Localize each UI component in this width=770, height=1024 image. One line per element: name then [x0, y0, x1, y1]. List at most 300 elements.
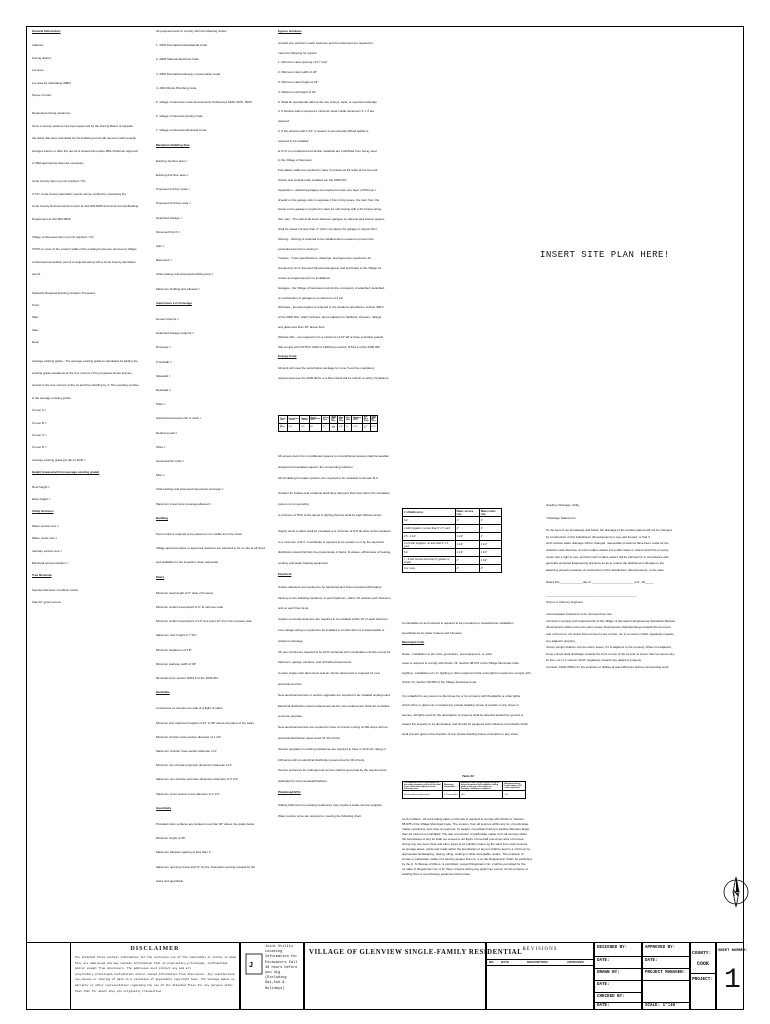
table-cell: 9 or more: [403, 565, 456, 573]
table-cell: 14 ft: [503, 791, 526, 799]
section-heading: Building: [156, 515, 168, 520]
note-line: <Drainage Statement>: [546, 515, 577, 520]
note-line: review and approval prior to installation.: [278, 276, 331, 280]
note-line: Driveway =: [156, 345, 171, 350]
table-cell: 2.5 - 4 1/2: [403, 533, 456, 541]
note-line: Water service sizes are required to meeting the following chart:: [278, 813, 362, 818]
note-line: Combustible air and exhaust is required to be provided per manufacturer installation: [402, 621, 514, 625]
table-cell: 1": [479, 525, 501, 533]
note-line: 4. 2004 Illinois Plumbing Code: [156, 85, 197, 90]
note-line: noise is required to comply with Article VII, Section 98-574 of the Village Municipal Code: [402, 661, 519, 665]
table-header-cell: Maximum fixture height (height to top of fixture) measured from adjacent ceiling grade to the top of the column or luminaire, whichever is highest: [459, 782, 503, 791]
note-line: stamped by an IL licensed Structural Engineer and submitted to the Village for: [278, 266, 382, 271]
note-line: permit: [32, 272, 41, 277]
note-line: Misc =: [156, 473, 165, 478]
note-line: New electrical services are required to have a minimum rating of 200 amps with an: [278, 725, 388, 730]
note-line: owner has a right to use, and that such surface waters will be planned for in accordance with: [546, 554, 669, 559]
note-line: New electrical services or service upgrades are required to be installed underground.: [278, 692, 391, 697]
note-line: Minimum winder tread depth of 9" at narrower side: [156, 605, 224, 609]
north-label: N: [733, 889, 739, 898]
county-box: [690, 942, 716, 1010]
table-cell: 1 1/2": [455, 533, 479, 541]
note-line: A water single main disconnect and an interior disconnect is required for new: [278, 671, 380, 676]
project-manager-label: PROJECT MANAGER:: [645, 971, 686, 975]
table-header-cell: Water meter size: [479, 509, 501, 517]
note-line: Outdoor air intakes and exhausts shall have dampers that close when the ventilation: [278, 491, 390, 496]
note-line: Curb in Mains - All work taking place on the site is required to comply with Article IV, Section: [402, 817, 524, 821]
note-line: of Glenview demolition permit is required along with a Cook County demolition: [32, 259, 136, 264]
note-line: Trusses - Truss specifications, drawings, and layout are required to be: [278, 256, 372, 261]
note-line: and on each floor level.: [278, 606, 310, 611]
note-line: 7. Village of Glenview Municipal Code: [156, 128, 207, 133]
note-line: Setbacks Required Existing Actual or Proposed: [32, 290, 95, 295]
county-value: COOK: [697, 961, 710, 967]
note-line: Zoning district:: [32, 55, 52, 60]
note-line: shall prevent glare in the direction of any private dwelling house of another in any street.: [402, 731, 519, 736]
note-line: published by Commonwealth Edison.: [278, 779, 328, 784]
note-line: required: [278, 119, 290, 124]
note-line: Corner B =: [32, 420, 47, 425]
table-header-cell: Fenestration U-factor: [287, 416, 300, 424]
note-line: 2. 2008 National Electrical Code: [156, 57, 199, 62]
note-line: as storage areas, yards and roads within the boundaries of any lot shall be kept to a minimum by: [402, 847, 531, 851]
table-cell: 2": [479, 565, 501, 573]
energy-code-table: [278, 415, 378, 432]
note-line: Maximum building size allowed =: [156, 286, 200, 291]
note-line: All work will meet the prescriptive package for zone 5 and the mandatory: [278, 366, 375, 371]
note-line: •All excavated material is to be removed from site.: [546, 612, 613, 617]
table-row: [403, 525, 502, 533]
approved-by-label: APPROVED BY:: [645, 946, 676, 950]
note-line: Rearwalk =: [156, 388, 172, 392]
julie-logo-icon: [245, 953, 263, 975]
note-line: 3. Minimum clear height of 24": [278, 80, 319, 84]
sheet-number-value: 1: [724, 965, 741, 996]
note-line: Roof height =: [32, 484, 50, 489]
note-line: subject to damage: [278, 638, 303, 643]
table-cell: 1 1/2": [455, 549, 479, 557]
note-line: 1. Minimum clear opening of 5.7 sq.ft: [278, 60, 328, 65]
julie-text: Joint Utility Locating Information for Excavators Call 48 hours before you dig (Excluding Sat,Sun & Holidays): [265, 945, 298, 991]
table-cell: 0.60: [300, 424, 309, 432]
table-cell: 10/13: [370, 424, 378, 432]
note-line: building fires or soot blowing equipment that noises: [402, 872, 471, 876]
section-heading: Utility Services: [32, 509, 54, 514]
water-service-table: [402, 508, 502, 573]
note-line: Gazebo/screened porch or deck =: [156, 416, 202, 421]
note-line: such surface water drainage will be changed, reasonable provisions have been made for the: [546, 541, 669, 546]
note-line: House footprint =: [156, 317, 179, 321]
note-line: Total existing and proposed building area =: [156, 272, 214, 277]
note-line: Patio =: [156, 402, 166, 407]
note-line: back-up in the following locations: in each bedroom, within 15' outside each bedroom,: [278, 595, 392, 600]
note-line: Maximum cross section cross diameter of 2 1/4": [156, 791, 220, 796]
table-row: [403, 565, 502, 573]
note-line: Adding bathrooms to existing residences may require a water service upgrade: [278, 802, 382, 807]
note-line: 6. If window well is required a minimum clear inside dimension 3' x 3' are: [278, 109, 375, 114]
section-heading: Impervious Lot Coverage: [156, 300, 193, 305]
note-line: appropriate landscaping, paving, oiling, wetting or other acceptable means. The emission of: [402, 852, 524, 856]
note-line: All new circuits are required to be AFCI protected with combination circuits except for: [278, 649, 391, 654]
note-line: existing grade elevations at the four corners of the proposed house that are: [32, 371, 132, 375]
note-line: _______________________________ _______________________: [546, 593, 637, 597]
note-line: is the average existing grade.: [32, 395, 72, 400]
table-cell: 0.35: [287, 424, 300, 432]
illuminance-table: [402, 781, 526, 799]
note-line: bathroom, garage, kitchens, and unfinished basements.: [278, 660, 352, 665]
table-cell: 0-2: [403, 517, 456, 525]
section-heading: Electrical: [278, 572, 292, 576]
note-line: collection and diversion of such surface waters into public areas or drains which the property: [546, 548, 669, 552]
section-heading: Handrails: [156, 690, 170, 695]
section-heading: Guardrails: [156, 805, 172, 810]
note-line: Supply ducts in attics shall be insulated to a minimum of R-8 all other ducts insulated: [278, 528, 391, 533]
table-row: [403, 517, 502, 525]
table-header-cell: The maximum limit of illuminance on the subject property at line of the shall be as noted when adjacent to the following uses:: [404, 782, 441, 790]
note-line: To the best of our knowledge and belief, the drainage of the surface waters will not be changed: [546, 528, 672, 533]
note-line: Screened Porch =: [156, 229, 181, 234]
note-line: lot line, nor in a manner which negatively impacts any adjacent property.: [546, 658, 642, 663]
checked-by-label: CHECKED BY:: [597, 995, 625, 999]
note-line: Permit card is required to be placed so it is visible from the street: [156, 532, 243, 536]
table-header-cell: Slab R-value & Depth: [364, 417, 369, 422]
note-line: •All work to comply with requirements of the Village of Glenview's Engineering Standards Manual.: [546, 618, 676, 623]
section-heading: Height (measured from average existing grade): [32, 470, 100, 475]
note-line: Illuminated per section R303.6 of the 2006 IRC: [156, 676, 219, 680]
note-line: shall be raised not less than 4" (102 mm) above the garage or carport floor.: [278, 227, 378, 231]
note-line: Sanitary service size =: [32, 548, 63, 553]
note-line: Minimum circular cross section diameter of 1 1/4": [156, 734, 222, 739]
revisions-title: REVISIONS: [522, 947, 558, 952]
date-label-1: DATE:: [597, 959, 610, 963]
table-cell: 10, 2 ft: [363, 424, 371, 432]
note-line: All proposed work to comply with the following codes:: [156, 29, 227, 33]
note-line: Sion pan - The wall of all doors between garages or carports and interior spaces: [278, 217, 385, 222]
date-label-2: DATE:: [645, 959, 658, 963]
table-cell: 5 & Marine 4: [279, 424, 288, 432]
note-line: Low voltage wiring is required to be installed in conduit when it is inaccessible or: [278, 628, 385, 632]
note-line: Oak 22" good remove: [32, 600, 62, 605]
designed-by-label: DESIGNED BY:: [597, 946, 628, 950]
note-line: Existing 2nd floor area =: [156, 173, 189, 177]
note-line: Front:: [32, 303, 40, 307]
note-line: excavated area from caving in: [278, 246, 319, 251]
scale-label: SCALE: 1"=40': [645, 1004, 678, 1008]
note-line: Cook County demo permit required: Y/N: [32, 179, 86, 184]
note-line: no-sake of Ringelmann No. 3 for three minutes during any eight hour period, for the purpose of: [402, 867, 528, 871]
note-line: the boundaries of any lot shall not exceed a net figure of one-half pound per acre of lot area: [402, 837, 524, 841]
note-line: meet the following for egress:: [278, 50, 318, 55]
table-cell: 1 1/2": [479, 549, 501, 557]
note-line: than 44 microns is prohibited. The rate of emission of particulate matter from all sources within: [402, 832, 528, 836]
note-line: Average existing grade [(A+B+C+D)/4] =: [32, 457, 86, 462]
note-line: cooling, and water heating equipment.: [278, 561, 329, 566]
note-line: 5. Shall be operational without the use of keys, tools, or special knowledge: [278, 99, 377, 104]
county-label: COUNTY:: [692, 951, 712, 956]
note-line: by the U. S. Bureau of Mines, is prohibited, except Ringelmann No. 2 will be permitted for the: [402, 862, 526, 866]
note-line: Minimum stairway width of 36": [156, 661, 197, 666]
note-line: and available for the inspector when requested: [156, 560, 219, 565]
note-line: any adjacent property.: [546, 638, 576, 643]
note-line: It is unlawful for any person to illuminate his or her property with floodlights or other lights: [402, 693, 521, 698]
note-line: during any one hour. Dust and other types of air pollution borne by the wind from such sources: [402, 842, 528, 846]
note-line: house to the garage is required to have be self closing with a 20 minute rating: [278, 207, 382, 212]
note-line: Proposed 1st floor area =: [156, 187, 190, 192]
note-line: distribution panel that lists the predominate U factor, R-values, efficiencies of heating,: [278, 550, 392, 555]
note-line: Article VII, Section 98-582 of the Village Municipal Code: [402, 680, 477, 684]
note-line: Corner C =: [32, 433, 47, 437]
table-cell: 20 or 13+5: [330, 424, 338, 432]
note-line: Maximum riser height of 7 3/4": [156, 633, 197, 638]
note-line: 100 amps with an electrical distribution panel sized for 30 circuits: [278, 757, 365, 762]
note-line: Dated this______________day of _________________________ A.D., 20_____: [546, 580, 654, 585]
note-line: •Contact JULIE (8811) for the locations of utilities at least 48 hours before commencing work.: [546, 665, 670, 669]
note-line: Side:: [32, 327, 39, 332]
note-line: smoke or particulate matter of a density greater than no. 1 on the Ringelmann Chart, as published: [402, 857, 532, 861]
note-line: 6. Village of Glenview Zoning Code: [156, 114, 203, 119]
note-line: Retaining wall =: [156, 430, 178, 435]
table-cell: 10/13: [352, 424, 363, 432]
note-line: to a minimum of R-6. A certificate is required to be posted on or by the electrical: [278, 539, 384, 544]
note-line: Garages - the Village of Glenview restricts the occupancy of attached, detached,: [278, 285, 385, 290]
rev-col-description: DESCRIPTION: [527, 960, 548, 964]
table-header-cell: Mass Wall R-value: [339, 417, 344, 422]
note-line: requirements per the 2009 IECC or a Res-check will be submit to verify compliance.: [278, 376, 390, 380]
note-line: •Sump pumps shall be into the storm sewer, if it is adjacent to the property. When not adjacent,: [546, 645, 672, 650]
note-line: Water service size =: [32, 523, 59, 528]
table-cell: 13/17: [338, 424, 345, 432]
note-line: Minimum non-circular perimeter dimension diameter of 4": [156, 763, 233, 768]
designed-box: [594, 942, 642, 1010]
table-header-row: [279, 416, 378, 424]
note-line: 98-578 of the Village Municipal Code. The erosion, from all sources within any lot, of particulate: [402, 822, 529, 826]
note-line: Minimum and maximum heights of 34" to 38" above the plane of the stairs: [156, 720, 255, 725]
note-line: Shoring - Shoring is required to be installed when needed to prevent the: [278, 236, 374, 241]
note-line: •Downspouts shall not be into storm sewer. Downspouts shall discharge towards the front and: [546, 625, 671, 630]
rev-col-date: DATE: [501, 960, 509, 964]
drawn-by-label: DRAWN BY:: [597, 971, 620, 975]
note-line: All access doors from conditioned spaces to unconditioned spaces shall be weather: [278, 454, 390, 458]
table-cell: 1 1/2": [479, 541, 501, 549]
note-line: closest to the four corners of the lot and then dividing by 4. The resulting number: [32, 383, 139, 388]
note-line: Lot area:: [32, 68, 44, 73]
note-line: Corner A =: [32, 408, 47, 413]
disclaimer-title: DISCLAIMER: [130, 946, 180, 952]
note-line: which shine or glare into or toward any private dwelling house of another in any street or: [402, 703, 519, 707]
table-cell: 1": [479, 517, 501, 525]
section-heading: General Information: [32, 29, 61, 33]
note-line: Maximum opening of less than 6" for the Triangular opening created by the: [156, 864, 256, 869]
note-line: All circulating hot water systems are required to be insulated to at least R-2: [278, 475, 378, 480]
table-cell: NR: [309, 424, 322, 432]
note-line: 6. If the window well is 44" or deeper a permanently affixed ladder is: [278, 129, 369, 133]
note-line: that comply with ASTM F 2006 or F2090 per section R 612.2 of the 2006 IRC: [278, 344, 381, 349]
table-header-cell: Wood Frame Wall R-value: [331, 417, 337, 422]
table-header-cell: Floor R-value: [345, 416, 352, 424]
note-line: Eave height =: [32, 497, 51, 501]
note-line: stairs and guardrails: [156, 878, 184, 883]
note-line: rear of the lot or not closer than ten feet to any lot line, nor in a manner which negatively impacts: [546, 632, 674, 636]
site-plan-placeholder: INSERT SITE PLAN HERE!: [540, 250, 670, 260]
table-cell: Residential (including hotels): [403, 791, 443, 799]
note-line: Minimum headroom of 6'8": [156, 647, 192, 652]
table-cell: 5-6: [403, 549, 456, 557]
note-line: or combination of garages to a maximum of 3 car: [278, 295, 344, 300]
note-line: bottom and vertical rebar installed per the 2006 IRC.: [278, 178, 348, 182]
note-line: E.I.F.S. is not allowed and similar materials are prohibited from being used: [278, 148, 377, 153]
section-heading: Municipal Code: [402, 640, 425, 644]
table-row: [279, 424, 378, 432]
date-label-3: DATE:: [597, 983, 610, 987]
note-line: Electrical service location =: [32, 561, 69, 565]
note-line: Minimum height of 36": [156, 836, 186, 841]
note-line: specifications for water heaters and furnaces.: [402, 630, 463, 635]
table-header-cell: Maximum fixture height (above 100' from residential: [503, 782, 526, 791]
note-line: Maximum non-circular perimeter dimension diameter of 6 1/4": [156, 777, 238, 782]
note-line: Maximum impervious coverage allowed =: [156, 501, 212, 506]
table-header-cell: Basement Wall R-value: [352, 416, 363, 424]
note-line: system is not operating: [278, 502, 309, 507]
table-header-cell: Climate Zone: [279, 416, 288, 424]
table-cell: 30: [345, 424, 352, 432]
note-line: Maximum circular cross section diameter of 2": [156, 749, 218, 753]
note-line: required to be installed: [278, 138, 309, 143]
note-line: Window sills - are required to be a minimum of 24" aff or have a window guards: [278, 334, 384, 339]
note-line: Separation - attached garages are required to have one layer of 5/8 type x: [278, 187, 377, 192]
note-line: Maximum baluster spacing of less than 4": [156, 850, 212, 855]
note-line: Service entrances for underground service shall be governed by the requirements: [278, 768, 387, 773]
note-line: adjoining property because of construction of the Subdivision (Development), or the sites.: [546, 567, 665, 572]
table-header-cell: Glazed Fenestration SHGC: [309, 416, 322, 424]
note-line: of the 2006 IRC, which includes: doors adjacent to bathtubs, showers, railings,: [278, 315, 383, 320]
note-line: or ZBA approval as deemed necessary: [32, 161, 84, 165]
julie-box: [240, 942, 304, 1010]
revisions-box: [486, 942, 594, 1010]
table-cell: 2": [455, 557, 479, 565]
table-row: [403, 791, 526, 799]
table-header-row: [403, 509, 502, 517]
note-line: Noise - Installation of a/c units, generators, pool equipment, or other: [402, 651, 493, 656]
note-line: electrical distribution panel sized for 40 circuits: [278, 736, 340, 740]
table-header-cell: Ceiling R-value: [322, 416, 330, 424]
note-line: Owner or Attorney Engineer: [546, 599, 584, 604]
note-line: a service upgrade.: [278, 714, 303, 719]
note-line: generally accepted Engineering practices so as to reduce the likelihood of damage to the: [546, 561, 664, 566]
note-line: Average existing grade - The average existing grade is calculated by adding the: [32, 358, 138, 363]
table-cell: 1": [455, 517, 479, 525]
note-line: avenue. All lights used for the illumination of property shall be directed toward the ground or: [402, 712, 524, 717]
note-line: Frontwalk =: [156, 359, 172, 364]
note-line: Village of Glenview demo permit required: Y/N: [32, 235, 94, 239]
note-line: A minimum of 50% of the lamps in lighting fixtures shall be high efficacy lamps: [278, 513, 382, 517]
table-row: [403, 549, 502, 557]
sheet-number-box: [716, 942, 748, 1010]
note-line: Species Diameter Condition Action: [32, 587, 79, 592]
note-line: Water meter size =: [32, 536, 58, 541]
table-row: [403, 533, 502, 541]
note-line: Service upgrades in existing residences are required to have a minimum rating of: [278, 746, 386, 751]
note-line: Rear:: [32, 340, 40, 345]
note-line: Generator/AC units =: [156, 459, 185, 463]
note-line: stripped and insulated equal to the surrounding surfaces: [278, 464, 353, 469]
note-line: the plans that were submitted for the building permit will need to match exactly.: [32, 136, 137, 141]
note-line: Smoke detectors are required to be hardwired and interconnected with battery: [278, 584, 382, 589]
approved-box: [642, 942, 690, 1010]
note-line: Sidewalk =: [156, 373, 171, 378]
note-line: Carbon monoxide detectors are required to be installed within 15' of each bedroom: [278, 617, 388, 622]
note-line: Requested zoning variances:: [32, 111, 71, 116]
table-cell: 38: [322, 424, 330, 432]
table-cell: 7 - 8 with service less than 3" greater in length: [403, 557, 456, 565]
note-line: If 50% or more of the exterior walls of the existing house are removed a Village: [32, 247, 137, 252]
note-line: matter containing more than ten percent, by weight, of particles having a particle diameter larger: [402, 827, 530, 831]
note-line: Continuous on at least one side of a flight of stairs: [156, 706, 223, 711]
note-line: electrical services: [278, 682, 302, 686]
note-line: toward the property to be illuminated, and should be equipped with reflectors and shields which: [402, 722, 529, 726]
note-line: At least one window in each bedroom and the basement are required to: [278, 40, 374, 45]
project-label: PROJECT:: [692, 977, 714, 982]
table-header-cell: Maximum footcandles: [443, 782, 460, 791]
note-line: Attic =: [156, 244, 165, 248]
section-heading: Energy Code: [278, 354, 297, 359]
note-line: Detached Garage footprint =: [156, 331, 194, 336]
note-line: Side:: [32, 315, 39, 320]
note-line: in the Village of Glenview: [278, 158, 312, 163]
note-line: Village approved plans or approved revisions are required to be on site at all times: [156, 546, 266, 551]
table-header-cell: Water service size: [455, 509, 479, 517]
note-line: changes before or after the permit is issued will require ZBA Chairman approval: [32, 148, 138, 153]
note-line: Once a zoning variance has been approved by the Zoning Board of Appeals,: [32, 123, 134, 128]
rev-col-approved: APPROVED: [567, 960, 584, 964]
table33-title: Table 33: [462, 774, 474, 778]
table-row: [403, 541, 502, 549]
note-line: Address:: [32, 43, 44, 48]
table-header-cell: Crawl Space Wall R-value: [371, 417, 377, 422]
table-row: [403, 557, 502, 565]
note-line: 2. Minimum clear width of 20": [278, 70, 318, 75]
project-title: VILLAGE OF GLENVIEW SINGLE-FAMILY RESIDENTIAL: [309, 949, 523, 956]
table-cell: 14 ft: [459, 791, 503, 799]
note-line: Electrical distribution panel replacement and/or new replacement shall not constitute: [278, 703, 390, 708]
table-cell: 1 1/2": [455, 541, 479, 549]
table-header-cell: Skylight U-factor: [300, 416, 309, 424]
note-line: 5. Village of Glenview Code Amendments Ordinances 5166, 5070, 5069: [156, 100, 252, 104]
table-cell: 0.2 footcandles: [443, 791, 460, 799]
note-line: 4. Maximum sill height of 44": [278, 89, 317, 94]
note-line: Grading, Drainage, Utility: [546, 503, 580, 507]
note-line: Minimum winder tread depth of 10" at a point 12" from the narrower side: [156, 619, 252, 624]
table-cell: 1": [455, 525, 479, 533]
north-arrow-icon: [722, 874, 750, 910]
note-line: and glass less than 18" above floor.: [278, 325, 326, 329]
table-header-row: [403, 782, 526, 791]
note-line: If Y/N, Cook County demolition permit can be verified by contacting the: [32, 191, 126, 196]
note-line: Proposed 2nd floor area =: [156, 201, 191, 206]
note-line: Provided when surfaces are located more than 30" above the grade below: [156, 822, 255, 826]
table-cell: 2": [455, 565, 479, 573]
table-cell: 2 with irrigation, no less than 5' x 5' yard: [403, 525, 456, 533]
note-line: Corner D =: [32, 445, 47, 450]
disclaimer-text: The attached files contain information for the exclusive use of the individual or entity to whom they are addressed and may contain information that is proprietary,privileged, confidential and/or exempt from disclosure. The addressee must protect any and all proprietary,privileged,confidential and/or exempt information from disclosure. Any unauthorized use,misuse or sharing of data is a violation of applicable copyright laws. The Village makes no warranty or other representation regarding the use of the attached files for any purpose other than that for which they are originally transmitted.: [75, 956, 237, 993]
note-line: drywall on the garage side to separate it from living space, the door from the: [278, 197, 380, 202]
note-line: Lighting - Installation of L.D. lighting or other equipment that emits light is required to comply with: [402, 670, 531, 675]
date-label-4: DATE:: [597, 1004, 610, 1008]
note-line: Cook County Environmental Control at 312-603-8200 and Cook County Building: [32, 204, 139, 209]
section-heading: Egress windows: [278, 29, 302, 33]
note-line: Existing 1st floor area =: [156, 158, 188, 163]
note-line: Windows - tempered glass is required in the locations specified in section 308.4: [278, 305, 384, 310]
rev-col-no: NO.: [489, 960, 495, 964]
